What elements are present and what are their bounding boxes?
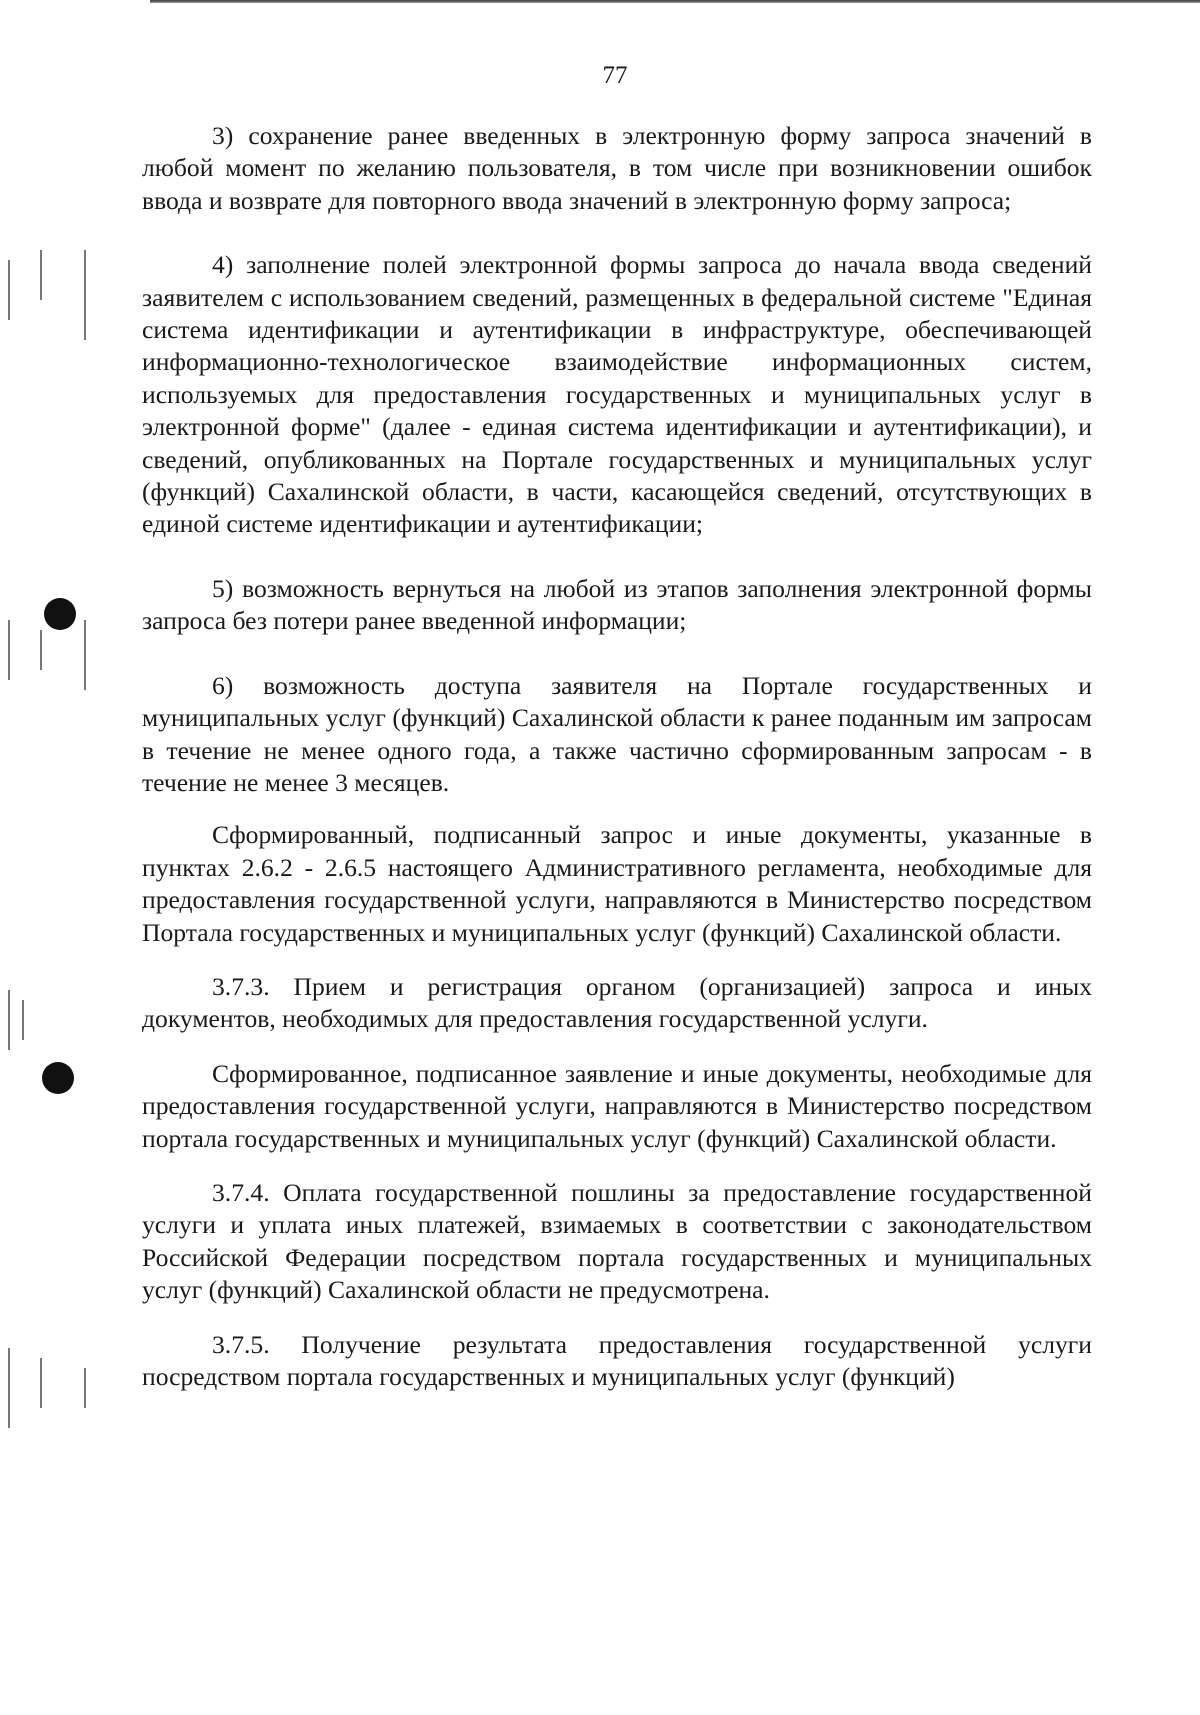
paragraph-3-7-3: 3.7.3. Прием и регистрация органом (организацией) запроса и иных документов, необходимых для предоставления государственной услуги. xyxy=(142,971,1092,1034)
page-number: 77 xyxy=(602,62,628,89)
paragraph-item-3: 3) сохранение ранее введенных в электронную форму запроса значений в любой момент по желанию пользователя, в том числе при возникновении ошибок ввода и возврате для повторного ввода значений в электронную форму запроса; xyxy=(142,121,1092,215)
binding-marks-bottom xyxy=(0,1348,90,1428)
scan-top-edge xyxy=(150,0,1200,3)
punch-hole-lower xyxy=(42,1062,74,1094)
paragraph-application: Сформированное, подписанное заявление и иные документы, необходимые для предоставления государственной услуги, направляются в Министерство посредством портала государственных и муниципальных услуг (функций) Сахалинской области. xyxy=(142,1058,1092,1153)
binding-marks-upper xyxy=(0,250,90,340)
paragraph-item-6: 6) возможность доступа заявителя на Портале государственных и муниципальных услуг (функций) Сахалинской области к ранее поданным им запросам в течение не менее одного года, а также частично сформированным запросам - в течение не менее 3 месяцев. xyxy=(142,670,1092,797)
paragraph-item-4: 4) заполнение полей электронной формы запроса до начала ввода сведений заявителем с использованием сведений, размещенных в федеральной системе "Единая система идентификации и аутентификации в инфраструктуре, обеспечивающей информационно-технологическое взаимодействие информационных систем, используемых для предоставления государственных и муниципальных услуг в электронной форме" (далее - единая система идентификации и аутентификации), и сведений, опубликованных на Портале государственных и муниципальных услуг (функций) Сахалинской области, в части, касающейся сведений, отсутствующих в единой системе идентификации и аутентификации; xyxy=(142,250,1092,539)
paragraph-item-5: 5) возможность вернуться на любой из этапов заполнения электронной формы запроса без потери ранее введенной информации; xyxy=(142,573,1092,636)
paragraph-submission: Сформированный, подписанный запрос и иные документы, указанные в пунктах 2.6.2 - 2.6.5 настоящего Административного регламента, необходимые для предоставления государственной услуги, направляются в Министерство посредством Портала государственных и муниципальных услуг (функций) Сахалинской области. xyxy=(142,820,1092,947)
document-body xyxy=(142,120,1092,1393)
binding-marks-middle xyxy=(0,620,90,690)
binding-marks-lower xyxy=(0,990,90,1050)
paragraph-3-7-4: 3.7.4. Оплата государственной пошлины за предоставление государственной услуги и уплата иных платежей, взимаемых в соответствии с законодательством Российской Федерации посредством портала государственных и муниципальных услуг (функций) Сахалинской области не предусмотрена. xyxy=(142,1177,1092,1305)
paragraph-3-7-5: 3.7.5. Получение результата предоставления государственной услуги посредством портала государственных и муниципальных услуг (функций) xyxy=(142,1329,1092,1391)
